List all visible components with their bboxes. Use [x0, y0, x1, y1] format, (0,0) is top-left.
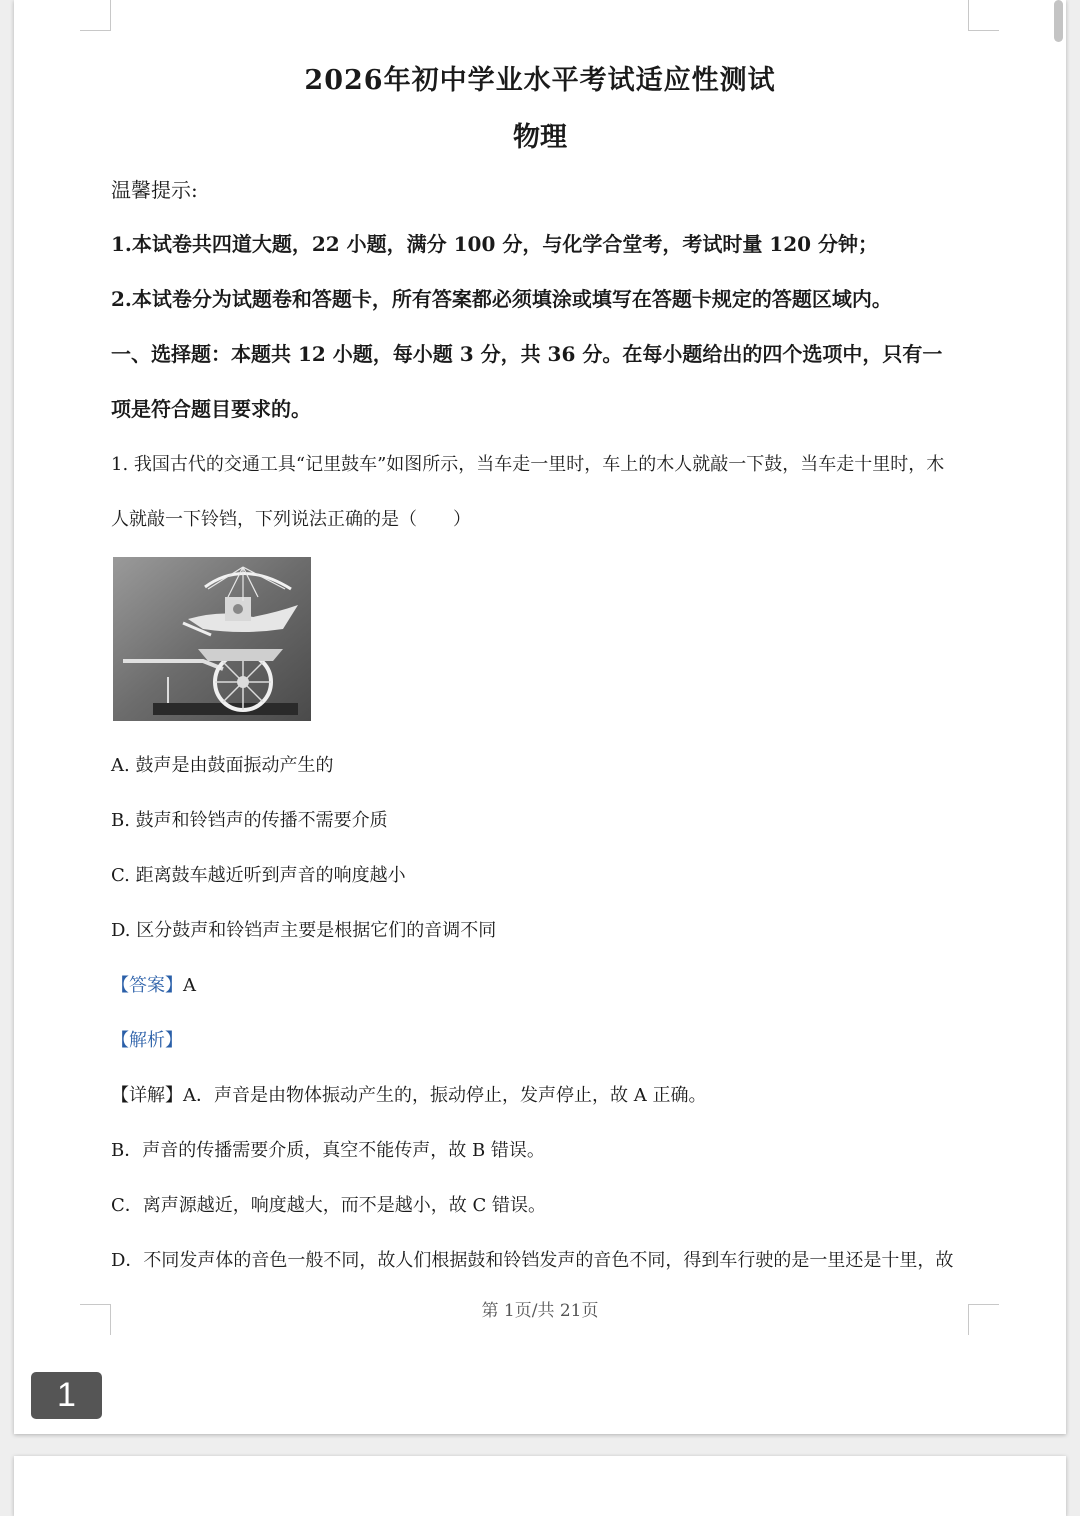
analysis-label: 【解析】 [111, 1030, 183, 1051]
option-c: C. 距离鼓车越近听到声音的响度越小 [111, 865, 406, 886]
section-heading-line-2: 项是符合题目要求的。 [111, 397, 311, 421]
detail-line-3: C．离声源越近，响度越大，而不是越小，故 C 错误。 [111, 1195, 546, 1216]
exam-title: 2026年初中学业水平考试适应性测试 [304, 65, 776, 96]
crop-mark-top-left [80, 0, 111, 31]
instruction-2: 2.本试卷分为试题卷和答题卡，所有答案都必须填涂或填写在答题卡规定的答题区域内。 [111, 287, 892, 311]
detail-line-1: 【详解】A．声音是由物体振动产生的，振动停止，发声停止，故 A 正确。 [111, 1085, 707, 1106]
exam-subject: 物理 [513, 122, 567, 153]
section-heading-line-1: 一、选择题：本题共 12 小题，每小题 3 分，共 36 分。在每小题给出的四个选项中，只有一 [111, 342, 943, 366]
question-1-line-2: 人就敲一下铃铛，下列说法正确的是（ ） [111, 509, 471, 530]
question-1-line-1: 1. 我国古代的交通工具“记里鼓车”如图所示，当车走一里时，车上的木人就敲一下鼓，当车走十里时，木 [111, 454, 945, 475]
instruction-1: 1.本试卷共四道大题，22 小题，满分 100 分，与化学合堂考，考试时量 120 分钟； [111, 232, 879, 256]
next-page-preview [14, 1456, 1066, 1516]
tip-heading: 温馨提示: [111, 178, 198, 202]
scrollbar-thumb[interactable] [1054, 0, 1063, 42]
crop-mark-top-right [968, 0, 999, 31]
page-footer: 第 1页/共 21页 [481, 1301, 599, 1321]
answer-label: 【答案】 [111, 975, 183, 996]
document-page [14, 0, 1066, 1434]
detail-line-4: D．不同发声体的音色一般不同，故人们根据鼓和铃铛发声的音色不同，得到车行驶的是一里还是十里，故 [111, 1250, 954, 1271]
answer-line [111, 971, 196, 997]
detail-line-2: B．声音的传播需要介质，真空不能传声，故 B 错误。 [111, 1140, 545, 1161]
option-b: B. 鼓声和铃铛声的传播不需要介质 [111, 810, 388, 831]
option-d: D. 区分鼓声和铃铛声主要是根据它们的音调不同 [111, 920, 497, 941]
drum-cart-photo [113, 557, 311, 721]
answer-value: A [183, 975, 196, 996]
option-a: A. 鼓声是由鼓面振动产生的 [111, 755, 334, 776]
page-number-badge[interactable]: 1 [31, 1372, 102, 1419]
